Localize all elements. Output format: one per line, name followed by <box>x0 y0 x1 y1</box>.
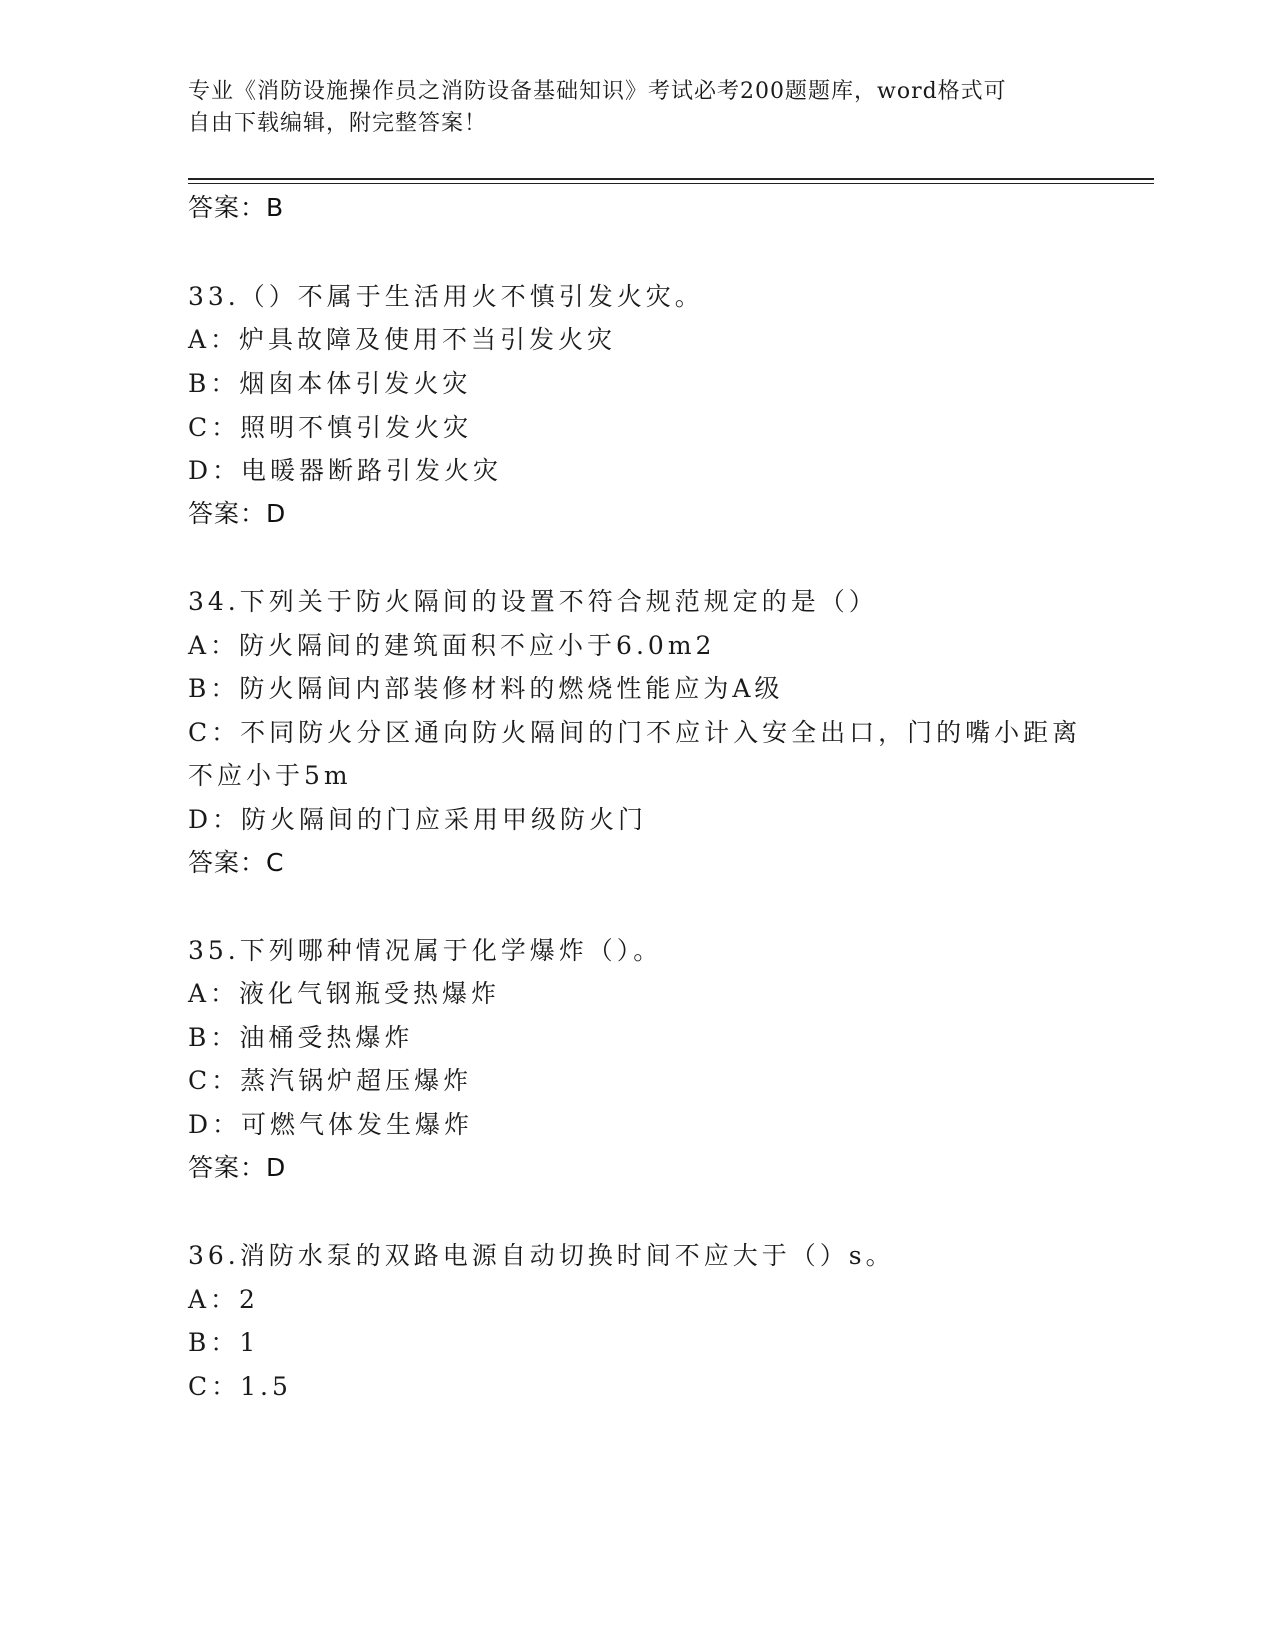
question-34-option-d: D：防火隔间的门应采用甲级防火门 <box>188 805 648 834</box>
question-35-option-d: D：可燃气体发生爆炸 <box>188 1110 474 1139</box>
question-33-stem: 33.（）不属于生活用火不慎引发火灾。 <box>188 282 704 311</box>
question-36-option-a: A：2 <box>188 1285 259 1314</box>
question-33-option-d: D：电暖器断路引发火灾 <box>188 456 503 485</box>
question-36-option-c: C：1.5 <box>188 1372 292 1401</box>
question-34-option-c-line-1: C：不同防火分区通向防火隔间的门不应计入安全出口，门的嘴小距离 <box>188 718 1082 747</box>
document-header <box>188 76 1088 140</box>
header-divider-thick <box>188 178 1154 180</box>
question-36-stem: 36.消防水泵的双路电源自动切换时间不应大于（）s。 <box>188 1241 895 1270</box>
question-33-answer: 答案：D <box>188 499 287 528</box>
header-line-2: 自由下载编辑，附完整答案！ <box>188 111 488 136</box>
header-divider-thin <box>188 183 1154 184</box>
question-35-option-b: B：油桶受热爆炸 <box>188 1023 414 1052</box>
question-33-option-b: B：烟囱本体引发火灾 <box>188 369 472 398</box>
question-34-option-a: A：防火隔间的建筑面积不应小于6.0m2 <box>188 631 716 660</box>
answer-32: 答案：B <box>188 193 285 222</box>
question-33-option-a: A：炉具故障及使用不当引发火灾 <box>188 325 617 354</box>
question-34-stem: 34.下列关于防火隔间的设置不符合规范规定的是（） <box>188 587 878 616</box>
header-line-1: 专业《消防设施操作员之消防设备基础知识》考试必考200题题库，word格式可 <box>188 79 1007 104</box>
question-35-option-c: C：蒸汽锅炉超压爆炸 <box>188 1066 473 1095</box>
question-34-option-c-line-2: 不应小于5m <box>188 761 352 790</box>
question-35-answer: 答案：D <box>188 1153 287 1182</box>
question-34-answer: 答案：C <box>188 848 285 877</box>
question-35-stem: 35.下列哪种情况属于化学爆炸（）。 <box>188 936 663 965</box>
question-34-option-b: B：防火隔间内部装修材料的燃烧性能应为A级 <box>188 674 784 703</box>
question-36-option-b: B：1 <box>188 1328 260 1357</box>
question-33-option-c: C：照明不慎引发火灾 <box>188 413 473 442</box>
question-35-option-a: A：液化气钢瓶受热爆炸 <box>188 979 501 1008</box>
